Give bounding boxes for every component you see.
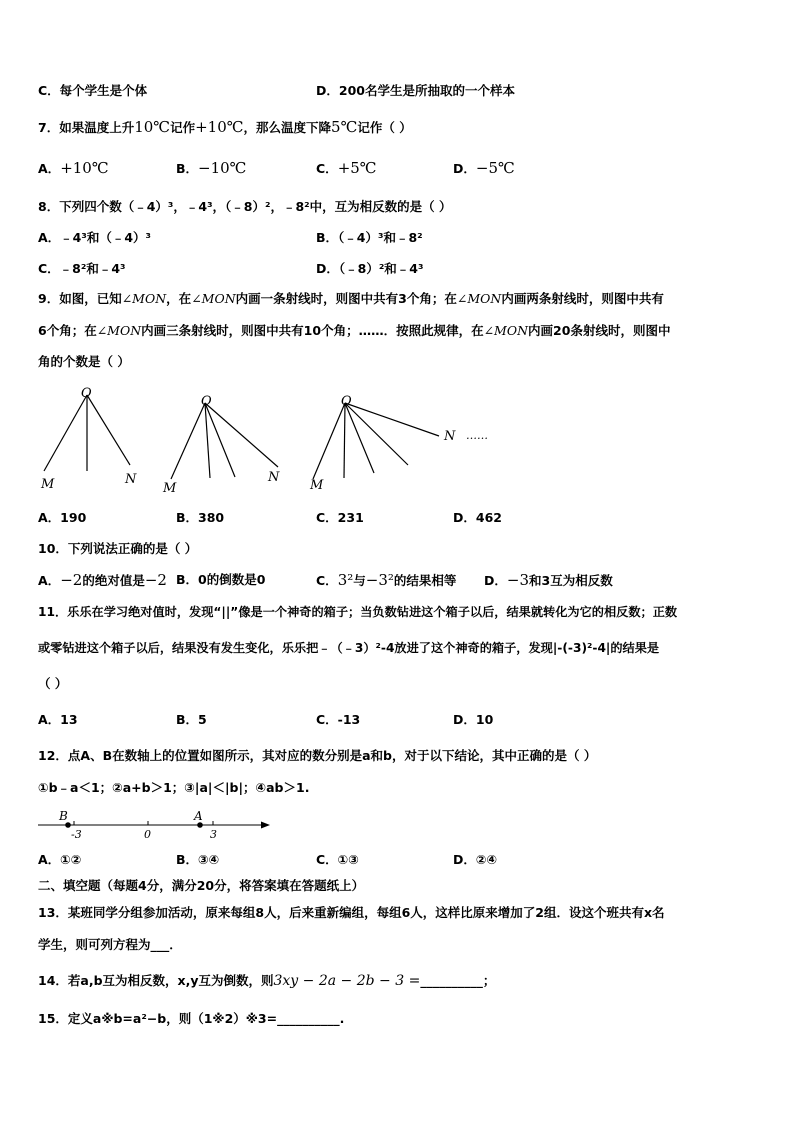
q10-option-c: C．3²与−3²的结果相等 bbox=[316, 571, 457, 589]
fig3-ellipsis: …… bbox=[466, 429, 488, 442]
q13-line-1: 13．某班同学分组参加活动，原来每组8人，后来重新编组，每组6人，这样比原来增加了2组．设这个班共有x名 bbox=[38, 905, 665, 920]
tick-label-neg3: -3 bbox=[71, 828, 82, 841]
label-a: A bbox=[194, 809, 203, 823]
q9-option-a: A．190 bbox=[38, 510, 87, 525]
q8-option-b: B．（﹣4）³和﹣8² bbox=[316, 230, 423, 245]
fig2-label-n: N bbox=[268, 470, 280, 485]
q11-line-2: 或零钻进这个箱子以后，结果没有发生变化，乐乐把﹣（﹣3）²-4放进了这个神奇的箱子，发现|-(-3)²-4|的结果是 bbox=[38, 641, 660, 655]
tick-label-0: 0 bbox=[144, 828, 151, 841]
tick-label-3: 3 bbox=[210, 828, 217, 841]
fig2-label-m: M bbox=[163, 481, 177, 496]
q11-line-1: 11．乐乐在学习绝对值时，发现“||”像是一个神奇的箱子；当负数钻进这个箱子以后，结果就转化为它的相反数；正数 bbox=[38, 605, 678, 619]
q11-option-c: C．-13 bbox=[316, 712, 361, 727]
q11-line-3: （ ） bbox=[38, 676, 68, 691]
q12-option-c: C．①③ bbox=[316, 852, 359, 867]
q13-line-2: 学生，则可列方程为___． bbox=[38, 937, 182, 952]
fig3-label-o: O bbox=[341, 394, 352, 409]
q9-line-2: 6个角；在∠MON内画三条射线时，则图中共有10个角；……．按照此规律，在∠MON内画20条射线时，则图中 bbox=[38, 323, 671, 338]
q10-option-a: A．−2的绝对值是−2 bbox=[38, 571, 167, 589]
q7-option-d: D．−5℃ bbox=[453, 159, 515, 177]
fig1-label-o: O bbox=[81, 386, 92, 401]
q6-option-c: C．每个学生是个体 bbox=[38, 83, 148, 98]
q7-option-c: C．+5℃ bbox=[316, 159, 377, 177]
fig1-label-n: N bbox=[125, 472, 137, 487]
q11-option-a: A．13 bbox=[38, 712, 78, 727]
q8-stem: 8．下列四个数（﹣4）³，﹣4³，（﹣8）²，﹣8²中，互为相反数的是（ ） bbox=[38, 199, 452, 214]
q8-option-a: A．﹣4³和（﹣4）³ bbox=[38, 230, 152, 245]
q7-option-a: A．+10℃ bbox=[38, 159, 109, 177]
q7-option-b: B．−10℃ bbox=[176, 159, 247, 177]
section-heading: 二、填空题（每题4分，满分20分，将答案填在答题纸上） bbox=[38, 878, 365, 893]
q10-stem: 10．下列说法正确的是（ ） bbox=[38, 541, 198, 556]
q12-conclusions: ①b﹣a＜1；②a+b＞1；③|a|＜|b|；④ab＞1. bbox=[38, 780, 310, 795]
q10-option-b: B．0的倒数是0 bbox=[176, 572, 266, 587]
q9-option-c: C．231 bbox=[316, 510, 364, 525]
q11-option-b: B．5 bbox=[176, 712, 207, 727]
q11-option-d: D．10 bbox=[453, 712, 494, 727]
q9-line-3: 角的个数是（ ） bbox=[38, 354, 130, 369]
q9-figures bbox=[30, 383, 530, 498]
q12-option-b: B．③④ bbox=[176, 852, 220, 867]
label-b: B bbox=[59, 809, 68, 823]
q15-stem: 15．定义a※b=a²−b，则（1※2）※3=__________. bbox=[38, 1011, 345, 1026]
q14-stem: 14．若a,b互为相反数，x,y互为倒数，则3xy − 2a − 2b − 3 =__________； bbox=[38, 973, 496, 989]
fig3-label-n: N bbox=[444, 429, 456, 444]
fig2-label-o: O bbox=[201, 394, 212, 409]
q8-option-d: D．（﹣8）²和﹣4³ bbox=[316, 261, 424, 276]
q9-option-d: D．462 bbox=[453, 510, 502, 525]
q9-option-b: B．380 bbox=[176, 510, 225, 525]
fig3-label-m: M bbox=[310, 478, 324, 493]
q7-stem: 7．如果温度上升10℃记作+10℃，那么温度下降5℃记作（ ） bbox=[38, 118, 412, 136]
q6-option-d: D．200名学生是所抽取的一个样本 bbox=[316, 83, 515, 98]
q12-stem: 12．点A、B在数轴上的位置如图所示，其对应的数分别是a和b，对于以下结论，其中正确的是（ ） bbox=[38, 748, 597, 763]
point-b bbox=[65, 822, 71, 828]
q10-option-d: D．−3和3互为相反数 bbox=[484, 571, 613, 589]
q9-line-1: 9．如图，已知∠MON，在∠MON内画一条射线时，则图中共有3个角；在∠MON内画两条射线时，则图中共有 bbox=[38, 291, 664, 306]
fig1-label-m: M bbox=[41, 477, 55, 492]
point-a bbox=[197, 822, 203, 828]
q8-option-c: C．﹣8²和﹣4³ bbox=[38, 261, 126, 276]
q12-number-line bbox=[34, 805, 274, 841]
q12-option-a: A．①② bbox=[38, 852, 82, 867]
q12-option-d: D．②④ bbox=[453, 852, 498, 867]
